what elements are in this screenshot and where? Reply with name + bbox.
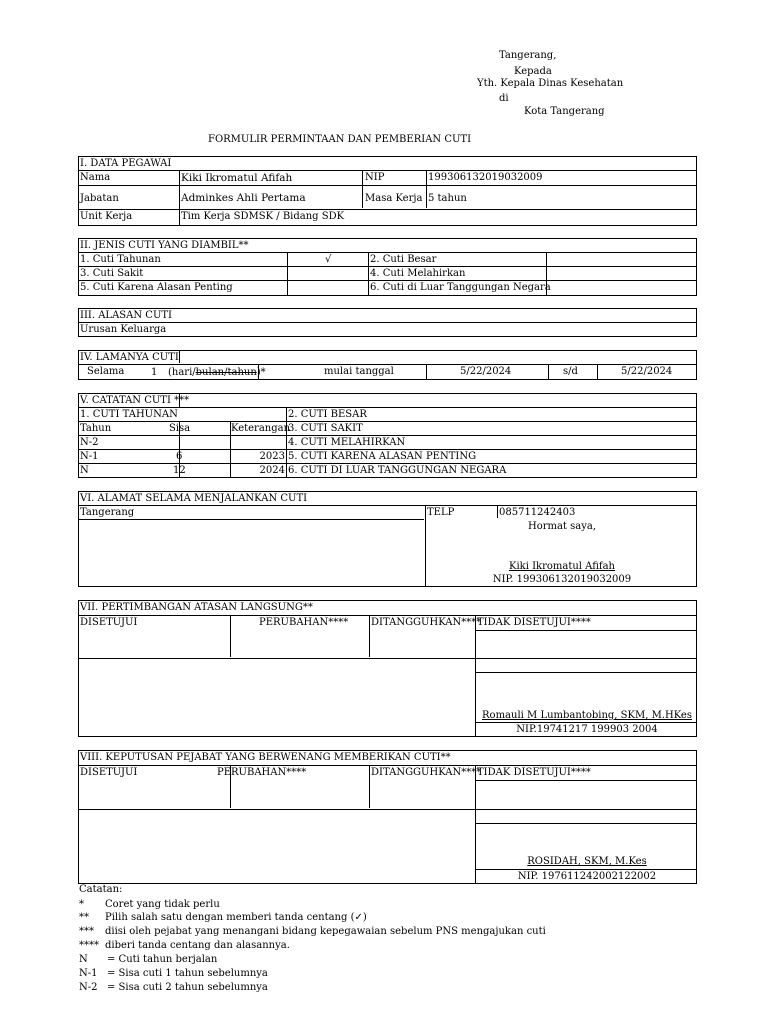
col-sisa: Sisa (169, 423, 191, 434)
section-heading: IV. LAMANYA CUTI (80, 352, 179, 363)
header-di: di (499, 93, 509, 104)
row-n: N (80, 465, 89, 476)
mulai-label: mulai tanggal (324, 366, 394, 377)
col-disetujui: DISETUJUI (80, 767, 138, 778)
col-tidak-disetujui: TIDAK DISETUJUI**** (477, 617, 591, 628)
jabatan-label: Jabatan (80, 193, 119, 204)
col-ditangguhkan: DITANGGUHKAN**** (371, 767, 482, 778)
section-heading: V. CATATAN CUTI *** (80, 395, 190, 406)
note-mark: ** (79, 912, 89, 923)
atasan-nama: Romauli M Lumbantobing, SKM, M.HKes (482, 710, 692, 721)
atasan-nip: NIP.19741217 199903 2004 (516, 724, 658, 735)
note-mark: *** (79, 926, 94, 937)
masa-kerja-value: 5 tahun (428, 193, 467, 204)
col-ditangguhkan: DITANGGUHKAN**** (371, 617, 482, 628)
col-disetujui: DISETUJUI (80, 617, 138, 628)
cuti-besar-label: 2. CUTI BESAR (288, 409, 367, 420)
note-mark: N-2 (79, 982, 98, 993)
telp-label: TELP (427, 507, 455, 518)
section-alasan-cuti (78, 308, 697, 337)
note-text: = Sisa cuti 2 tahun sebelumnya (107, 982, 268, 993)
col-keterangan: Keterangan (231, 423, 291, 434)
note-text: Pilih salah satu dengan memberi tanda centang (✓) (105, 912, 367, 923)
col-perubahan: PERUBAHAN**** (259, 617, 349, 628)
unit-kerja-value: Tim Kerja SDMSK / Bidang SDK (181, 211, 345, 222)
col-perubahan: PERUBAHAN**** (217, 767, 307, 778)
satuan-coret: bulan/tahun (195, 367, 257, 378)
section-heading: I. DATA PEGAWAI (80, 158, 172, 169)
col-tahun: Tahun (80, 423, 112, 434)
nip-label: NIP (365, 172, 385, 183)
section-catatan-cuti (78, 393, 697, 478)
note-mark: N (79, 954, 88, 965)
header-to: Kepada (514, 66, 552, 77)
telp-value: 085711242403 (499, 507, 576, 518)
section-alamat-cuti (78, 491, 697, 587)
sd-label: s/d (563, 366, 578, 377)
section-heading: VIII. KEPUTUSAN PEJABAT YANG BERWENANG MEMBERIKAN CUTI** (80, 752, 451, 763)
hormat-saya: Hormat saya, (527, 521, 597, 532)
header-place: Tangerang, (499, 50, 557, 61)
section-keputusan-pejabat (78, 750, 697, 884)
section-data-pegawai (78, 156, 697, 226)
pemohon-nama: Kiki Ikromatul Afifah (508, 561, 615, 572)
section-lamanya-cuti (78, 350, 697, 380)
satuan-close: )* (256, 367, 266, 378)
note-text: diberi tanda centang dan alasannya. (105, 940, 290, 951)
col-tidak-disetujui: TIDAK DISETUJUI**** (477, 767, 591, 778)
form-title: FORMULIR PERMINTAAN DAN PEMBERIAN CUTI (208, 134, 472, 145)
cuti-alasan-penting-label: 5. CUTI KARENA ALASAN PENTING (288, 451, 477, 462)
nama-label: Nama (80, 172, 111, 183)
note-text: = Sisa cuti 1 tahun sebelumnya (107, 968, 268, 979)
header-city: Kota Tangerang (524, 106, 605, 117)
row-n-sisa: 12 (173, 465, 186, 476)
tanggal-mulai: 5/22/2024 (460, 366, 512, 377)
section-jenis-cuti (78, 238, 697, 296)
cuti-tahunan-check: √ (325, 254, 332, 265)
cuti-tahunan-label: 1. CUTI TAHUNAN (80, 409, 178, 420)
cuti-sakit: 3. Cuti Sakit (80, 268, 144, 279)
durasi-satuan (168, 367, 266, 379)
cuti-luar-tanggungan: 6. Cuti di Luar Tanggungan Negara (370, 282, 551, 293)
catatan-title: Catatan: (79, 884, 123, 895)
row-n-year: 2024 (259, 465, 285, 476)
alamat-value: Tangerang (80, 507, 135, 518)
nama-value: Kiki Ikromatul Afifah (181, 172, 293, 184)
cuti-melahirkan-label: 4. CUTI MELAHIRKAN (288, 437, 406, 448)
pemohon-nip: NIP. 199306132019032009 (492, 574, 632, 585)
nip-value: 199306132019032009 (428, 172, 543, 183)
alasan-value: Urusan Keluarga (80, 324, 167, 335)
row-n1-year: 2023 (259, 451, 285, 462)
header-recipient: Yth. Kepala Dinas Kesehatan (477, 78, 624, 89)
row-n2: N-2 (80, 437, 99, 448)
masa-kerja-label: Masa Kerja (365, 193, 423, 204)
note-mark: N-1 (79, 968, 98, 979)
section-heading: II. JENIS CUTI YANG DIAMBIL** (80, 240, 249, 251)
pejabat-nama: ROSIDAH, SKM, M.Kes (527, 856, 647, 867)
cuti-sakit-label: 3. CUTI SAKIT (288, 423, 363, 434)
section-heading: VI. ALAMAT SELAMA MENJALANKAN CUTI (80, 493, 308, 504)
jabatan-value: Adminkes Ahli Pertama (181, 192, 306, 204)
durasi-jumlah: 1 (151, 367, 158, 378)
selama-label: Selama (87, 366, 125, 377)
cuti-tahunan: 1. Cuti Tahunan (80, 254, 161, 265)
cuti-melahirkan: 4. Cuti Melahirkan (370, 268, 466, 279)
cuti-alasan-penting: 5. Cuti Karena Alasan Penting (80, 282, 233, 293)
note-mark: **** (79, 940, 99, 951)
cuti-luar-tanggungan-label: 6. CUTI DI LUAR TANGGUNGAN NEGARA (288, 465, 507, 476)
note-mark: * (79, 899, 84, 910)
row-n1-sisa: 6 (176, 451, 183, 462)
section-heading: VII. PERTIMBANGAN ATASAN LANGSUNG** (80, 602, 313, 613)
tanggal-selesai: 5/22/2024 (621, 366, 673, 377)
section-pertimbangan-atasan (78, 600, 697, 737)
section-heading: III. ALASAN CUTI (80, 310, 172, 321)
unit-kerja-label: Unit Kerja (80, 211, 133, 222)
row-n1: N-1 (80, 451, 99, 462)
note-text: Coret yang tidak perlu (105, 899, 220, 910)
cuti-besar: 2. Cuti Besar (370, 254, 437, 265)
note-text: = Cuti tahun berjalan (107, 954, 218, 965)
satuan-open: (hari/ (168, 367, 196, 378)
note-text: diisi oleh pejabat yang menangani bidang kepegawaian sebelum PNS mengajukan cuti (105, 926, 546, 937)
pejabat-nip: NIP. 197611242002122002 (517, 871, 657, 882)
